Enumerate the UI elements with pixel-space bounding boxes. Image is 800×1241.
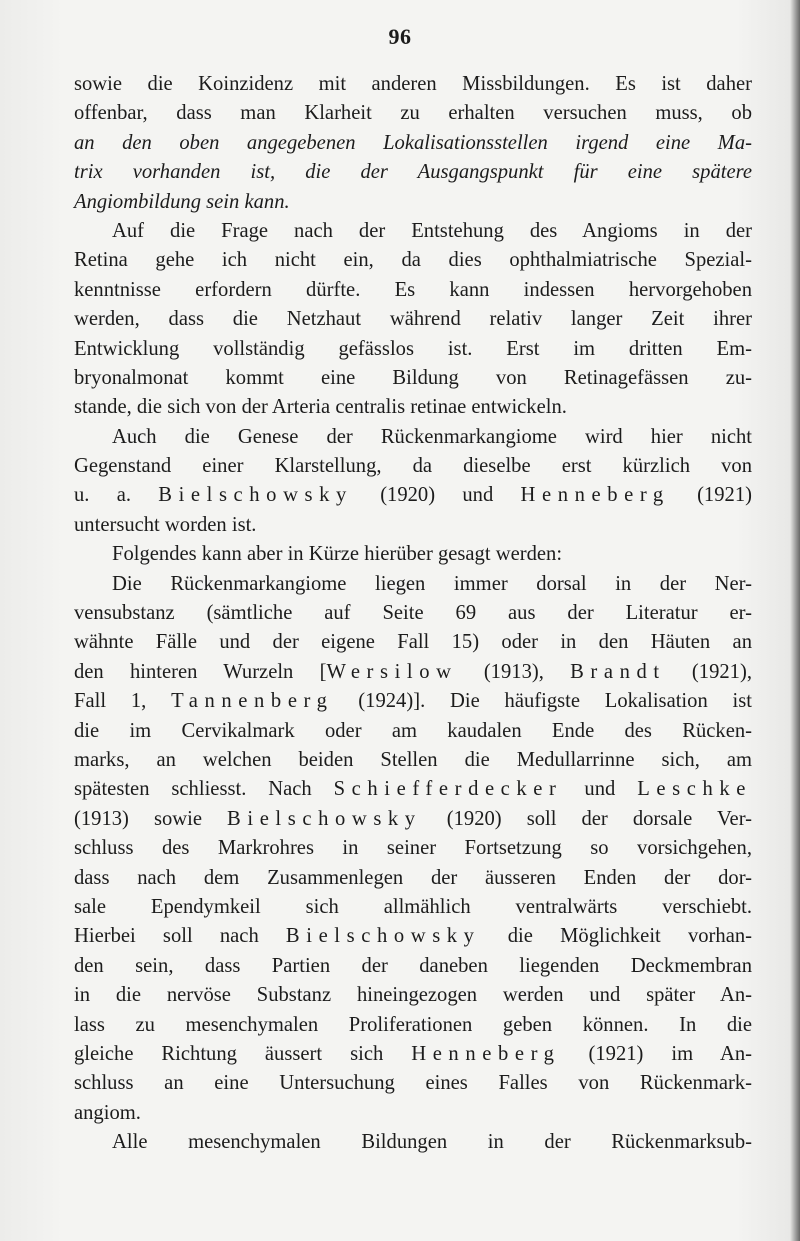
text-segment: (1921),	[665, 660, 752, 683]
text-segment: marks, an welchen beiden Stellen die Medullarrinne sich, am	[74, 748, 752, 771]
text-line	[74, 452, 752, 481]
text-line	[74, 276, 752, 305]
body-text	[74, 70, 752, 1157]
text-line	[74, 775, 752, 804]
text-line	[74, 922, 752, 951]
text-segment: untersucht worden ist.	[74, 513, 257, 536]
text-segment: Auf die Frage nach der Entstehung des Angioms in der	[112, 219, 752, 242]
text-segment: sowie die Koinzidenz mit anderen Missbildungen. Es ist daher	[74, 73, 752, 95]
text-line	[74, 423, 752, 452]
text-line	[74, 746, 752, 775]
text-line	[74, 540, 752, 569]
text-segment: und	[562, 778, 638, 801]
text-segment: Gegenstand einer Klarstellung, da dieselbe erst kürzlich von	[74, 455, 752, 478]
text-segment: Angiombildung sein kann.	[74, 190, 290, 213]
text-line	[74, 393, 752, 422]
text-line	[74, 158, 752, 187]
text-segment: offenbar, dass man Klarheit zu erhalten versuchen muss, ob	[74, 102, 752, 125]
text-segment: vensubstanz (sämtliche auf Seite 69 aus der Literatur er-	[74, 602, 752, 625]
text-line	[74, 570, 752, 599]
text-line	[74, 511, 752, 540]
text-segment: Hierbei soll nach	[74, 925, 286, 948]
author-name: Henneberg	[411, 1042, 561, 1065]
text-segment: (1913) sowie	[74, 807, 228, 830]
text-segment: sale Ependymkeil sich allmählich ventralwärts verschiebt.	[74, 895, 752, 918]
text-line	[74, 1099, 752, 1128]
text-segment: dass nach dem Zusammenlegen der äusseren Enden der dor-	[74, 866, 752, 889]
text-segment: Entwicklung vollständig gefässlos ist. Erst im dritten Em-	[74, 337, 752, 360]
text-line	[74, 658, 752, 687]
text-segment: kenntnisse erfordern dürfte. Es kann indessen hervorgehoben	[74, 278, 752, 301]
text-segment: bryonalmonat kommt eine Bildung von Retinagefässen zu-	[74, 366, 752, 389]
text-segment: wähnte Fälle und der eigene Fall 15) oder in den Häuten an	[74, 631, 752, 654]
text-segment: (1920) und	[352, 484, 521, 507]
text-segment: Die Rückenmarkangiome liegen immer dorsal in der Ner-	[112, 572, 752, 595]
text-line	[74, 481, 752, 510]
text-segment: den sein, dass Partien der daneben liegenden Deckmembran	[74, 954, 752, 977]
text-line	[74, 217, 752, 246]
text-line	[74, 628, 752, 657]
author-name: Bielschowsky	[285, 925, 481, 948]
text-segment: lass zu mesenchymalen Proliferationen geben können. In die	[74, 1013, 752, 1036]
text-segment: (1921) im An-	[560, 1042, 752, 1065]
text-segment: angiom.	[74, 1101, 141, 1124]
text-line	[74, 1069, 752, 1098]
page-edge-shadow	[790, 0, 800, 1241]
text-line	[74, 687, 752, 716]
text-segment: Fall 1,	[74, 690, 172, 713]
text-line	[74, 305, 752, 334]
author-name: Tannenberg	[171, 690, 334, 713]
text-line	[74, 717, 752, 746]
text-segment: die Möglichkeit vorhan-	[480, 925, 752, 948]
text-line	[74, 981, 752, 1010]
text-segment: u. a.	[74, 484, 159, 507]
text-segment: (1924)]. Die häufigste Lokalisation ist	[333, 690, 752, 713]
text-line	[74, 1040, 752, 1069]
author-name: Leschke	[637, 778, 752, 801]
text-segment: spätesten schliesst. Nach	[74, 778, 334, 801]
page-number: 96	[388, 24, 412, 49]
author-name: Bielschowsky	[227, 807, 422, 830]
text-segment: (1920) soll der dorsale Ver-	[421, 807, 753, 830]
text-line	[74, 364, 752, 393]
text-line	[74, 893, 752, 922]
text-segment: schluss an eine Untersuchung eines Falles von Rückenmark-	[74, 1072, 752, 1095]
text-line	[74, 70, 752, 99]
text-segment: werden, dass die Netzhaut während relativ langer Zeit ihrer	[74, 308, 752, 331]
text-line	[74, 1011, 752, 1040]
text-segment: stande, die sich von der Arteria centralis retinae entwickeln.	[74, 396, 567, 419]
text-line	[74, 599, 752, 628]
text-line	[74, 834, 752, 863]
text-segment: Folgendes kann aber in Kürze hierüber gesagt werden:	[112, 543, 563, 566]
author-name: Brandt	[570, 660, 666, 683]
text-segment: die im Cervikalmark oder am kaudalen Ende des Rücken-	[74, 719, 752, 742]
text-segment: schluss des Markrohres in seiner Fortsetzung so vorsichgehen,	[74, 837, 752, 860]
text-line	[74, 1128, 752, 1157]
text-segment: Retina gehe ich nicht ein, da dies ophthalmiatrische Spezial-	[74, 249, 752, 272]
author-name: Schiefferdecker	[333, 778, 563, 801]
text-line	[74, 335, 752, 364]
text-segment: den hinteren Wurzeln [	[74, 660, 327, 683]
text-line	[74, 129, 752, 158]
text-segment: Alle mesenchymalen Bildungen in der Rückenmarksub-	[112, 1131, 752, 1154]
text-line	[74, 99, 752, 128]
text-segment: an den oben angegebenen Lokalisationsstellen irgend eine Ma-	[74, 131, 752, 154]
text-segment: trix vorhanden ist, die der Ausgangspunkt für eine spätere	[74, 161, 752, 184]
text-line	[74, 952, 752, 981]
text-line	[74, 246, 752, 275]
text-segment: (1913),	[457, 660, 571, 683]
text-segment: Auch die Genese der Rückenmarkangiome wird hier nicht	[112, 425, 752, 448]
author-name: Henneberg	[520, 484, 670, 507]
text-segment: (1921)	[669, 484, 752, 507]
author-name: Wersilow	[326, 660, 458, 683]
text-line	[74, 188, 752, 217]
text-line	[74, 805, 752, 834]
author-name: Bielschowsky	[158, 484, 353, 507]
text-segment: in die nervöse Substanz hineingezogen werden und später An-	[74, 984, 752, 1007]
text-segment: gleiche Richtung äussert sich	[74, 1042, 412, 1065]
text-line	[74, 864, 752, 893]
